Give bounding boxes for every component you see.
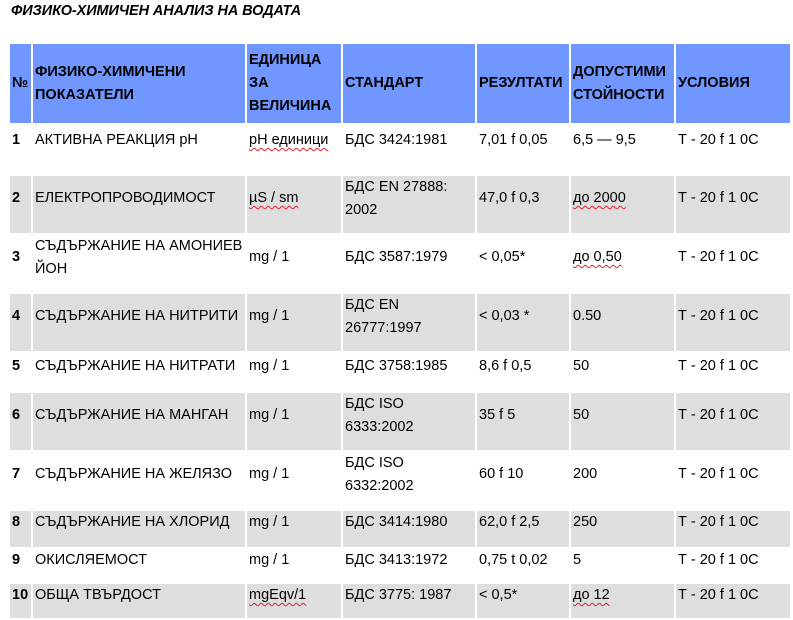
row-num: 6 bbox=[10, 393, 31, 450]
row-conditions: Т - 20 f 1 0C bbox=[676, 511, 790, 547]
row-conditions: Т - 20 f 1 0C bbox=[678, 466, 759, 482]
header-result: РЕЗУЛТАТИ bbox=[477, 44, 569, 123]
row-conditions: Т - 20 f 1 0C bbox=[678, 132, 759, 148]
row-conditions: Т - 20 f 1 0C bbox=[678, 552, 759, 568]
row-allowed: 0.50 bbox=[571, 294, 674, 351]
row-num: 10 bbox=[10, 584, 31, 618]
row-allowed: 5 bbox=[573, 552, 582, 568]
row-unit: mg / 1 bbox=[249, 552, 290, 568]
unit-text: mgEqv/1 bbox=[249, 587, 307, 603]
table-row bbox=[10, 511, 790, 547]
table-row bbox=[10, 294, 790, 351]
row-num: 9 bbox=[12, 552, 21, 568]
table-row bbox=[10, 549, 790, 582]
row-indicator: ОКИСЛЯЕМОСТ bbox=[35, 552, 147, 568]
header-standard: СТАНДАРТ bbox=[343, 44, 475, 123]
row-standard: БДС 3587:1979 bbox=[345, 249, 448, 265]
row-standard: БДС ISO 6333:2002 bbox=[343, 393, 475, 450]
row-result: 47,0 f 0,3 bbox=[477, 176, 569, 233]
row-num: 3 bbox=[12, 249, 21, 265]
row-num: 1 bbox=[12, 132, 21, 148]
row-unit: mg / 1 bbox=[249, 249, 290, 265]
header-indicator: ФИЗИКО-ХИМИЧЕНИ ПОКАЗАТЕЛИ bbox=[33, 44, 245, 123]
row-result: 62,0 f 2,5 bbox=[477, 511, 569, 547]
row-num: 4 bbox=[10, 294, 31, 351]
row-result: < 0,03 * bbox=[477, 294, 569, 351]
row-unit: mg / 1 bbox=[247, 393, 341, 450]
row-indicator: СЪДЪРЖАНИЕ НА ХЛОРИД bbox=[33, 511, 245, 547]
row-unit: mg / 1 bbox=[247, 294, 341, 351]
row-standard: БДС 3758:1985 bbox=[345, 358, 448, 374]
row-result: 60 f 10 bbox=[479, 466, 524, 482]
header-unit: ЕДИНИЦА ЗА ВЕЛИЧИНА bbox=[247, 44, 341, 123]
row-result: 0,75 t 0,02 bbox=[479, 552, 548, 568]
table-row bbox=[10, 235, 790, 292]
table-row bbox=[10, 393, 790, 450]
unit-text: µS / sm bbox=[249, 190, 299, 206]
row-num: 2 bbox=[10, 176, 31, 233]
row-allowed bbox=[571, 176, 674, 233]
row-indicator: СЪДЪРЖАНИЕ НА ЖЕЛЯЗО bbox=[35, 466, 233, 482]
row-indicator: ОБЩА ТВЪРДОСТ bbox=[33, 584, 245, 618]
row-result: 8,6 f 0,5 bbox=[479, 358, 532, 374]
row-conditions: Т - 20 f 1 0C bbox=[676, 393, 790, 450]
row-indicator: АКТИВНА РЕАКЦИЯ pH bbox=[35, 132, 198, 148]
document-title: ФИЗИКО-ХИМИЧЕН АНАЛИЗ НА ВОДАТА bbox=[11, 3, 302, 19]
row-standard: БДС 3413:1972 bbox=[345, 552, 448, 568]
row-indicator: СЪДЪРЖАНИЕ НА НИТРАТИ bbox=[35, 358, 236, 374]
row-standard: БДС EN 27888: 2002 bbox=[343, 176, 475, 233]
header-row bbox=[10, 44, 790, 123]
table-row bbox=[10, 176, 790, 233]
table-row bbox=[10, 125, 790, 174]
row-conditions: Т - 20 f 1 0C bbox=[678, 249, 759, 265]
allowed-text: до 12 bbox=[573, 587, 610, 603]
row-result: < 0,05* bbox=[479, 249, 526, 265]
table-row bbox=[10, 452, 790, 509]
allowed-text: до 0,50 bbox=[573, 249, 622, 265]
row-unit: mg / 1 bbox=[249, 358, 290, 374]
row-result: 7,01 f 0,05 bbox=[479, 132, 548, 148]
header-num: № bbox=[10, 44, 31, 123]
row-allowed: 50 bbox=[571, 393, 674, 450]
row-conditions: Т - 20 f 1 0C bbox=[678, 358, 759, 374]
row-num: 5 bbox=[12, 358, 21, 374]
unit-text: pH единици bbox=[249, 132, 329, 148]
header-allowed: ДОПУСТИМИ СТОЙНОСТИ bbox=[571, 44, 674, 123]
row-indicator: СЪДЪРЖАНИЕ НА АМОНИЕВ ЙОН bbox=[35, 238, 243, 277]
allowed-text: до 2000 bbox=[573, 190, 626, 206]
row-unit: mg / 1 bbox=[249, 466, 290, 482]
water-analysis-table bbox=[8, 42, 792, 620]
row-unit bbox=[247, 125, 341, 174]
row-standard: БДС EN 26777:1997 bbox=[343, 294, 475, 351]
row-allowed: 6,5 — 9,5 bbox=[573, 132, 636, 148]
row-indicator: СЪДЪРЖАНИЕ НА МАНГАН bbox=[33, 393, 245, 450]
row-standard: БДС ISO 6332:2002 bbox=[345, 455, 414, 494]
row-standard: БДС 3414:1980 bbox=[343, 511, 475, 547]
row-conditions: Т - 20 f 1 0C bbox=[676, 584, 790, 618]
row-allowed: 50 bbox=[573, 358, 590, 374]
row-num: 8 bbox=[10, 511, 31, 547]
row-result: 35 f 5 bbox=[477, 393, 569, 450]
row-unit: mg / 1 bbox=[247, 511, 341, 547]
row-standard: БДС 3424:1981 bbox=[345, 132, 448, 148]
row-indicator: СЪДЪРЖАНИЕ НА НИТРИТИ bbox=[33, 294, 245, 351]
row-conditions: Т - 20 f 1 0C bbox=[676, 176, 790, 233]
row-indicator: ЕЛЕКТРОПРОВОДИМОСТ bbox=[33, 176, 245, 233]
row-allowed: 250 bbox=[571, 511, 674, 547]
row-conditions: Т - 20 f 1 0C bbox=[676, 294, 790, 351]
row-num: 7 bbox=[12, 466, 21, 482]
row-standard: БДС 3775: 1987 bbox=[343, 584, 475, 618]
row-result: < 0,5* bbox=[477, 584, 569, 618]
row-allowed bbox=[571, 235, 674, 292]
table-row bbox=[10, 353, 790, 391]
row-allowed: 200 bbox=[573, 466, 598, 482]
row-unit bbox=[247, 176, 341, 233]
header-conditions: УСЛОВИЯ bbox=[676, 44, 790, 123]
